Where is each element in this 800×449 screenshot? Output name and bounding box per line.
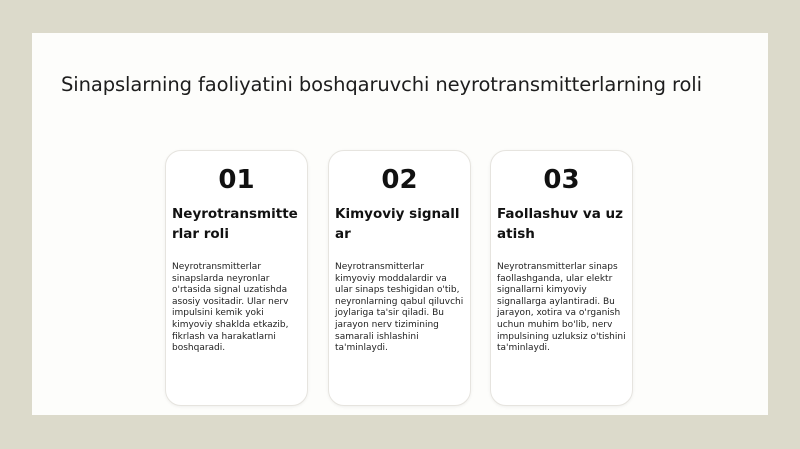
- slide: [32, 33, 768, 415]
- card-number: 03: [543, 165, 580, 195]
- info-card-2: [328, 150, 471, 406]
- info-card-1: [165, 150, 308, 406]
- info-card-3: [490, 150, 633, 406]
- card-heading: Kimyoviy signallar: [335, 206, 460, 242]
- card-body: Neyrotransmitterlar sinaps faollashganda, ular elektr signallarni kimyoviy signallarga aylantiradi. Bu jarayon, xotira va o'rganish uchun muhim bo'lib, nerv impulsining uzluksiz o'tishini ta'minlaydi.: [497, 262, 626, 354]
- card-heading: Neyrotransmitterlar roli: [172, 206, 298, 242]
- card-number: 01: [218, 165, 255, 195]
- card-body: Neyrotransmitterlar sinapslarda neyronlar o'rtasida signal uzatishda asosiy vositadir. Ular nerv impulsini kemik yoki kimyoviy shaklda etkazib, fikrlash va harakatlarni boshqaradi.: [172, 262, 289, 354]
- slide-title: Sinapslarning faoliyatini boshqaruvchi neyrotransmitterlarning roli: [61, 73, 702, 96]
- card-body: Neyrotransmitterlar kimyoviy moddalardir va ular sinaps teshigidan o'tib, neyronlarning qabul qiluvchi joylariga ta'sir qiladi. Bu jarayon nerv tizimining samarali ishlashini ta'minlaydi.: [335, 262, 464, 354]
- card-number: 02: [381, 165, 418, 195]
- card-heading: Faollashuv va uzatish: [497, 206, 624, 242]
